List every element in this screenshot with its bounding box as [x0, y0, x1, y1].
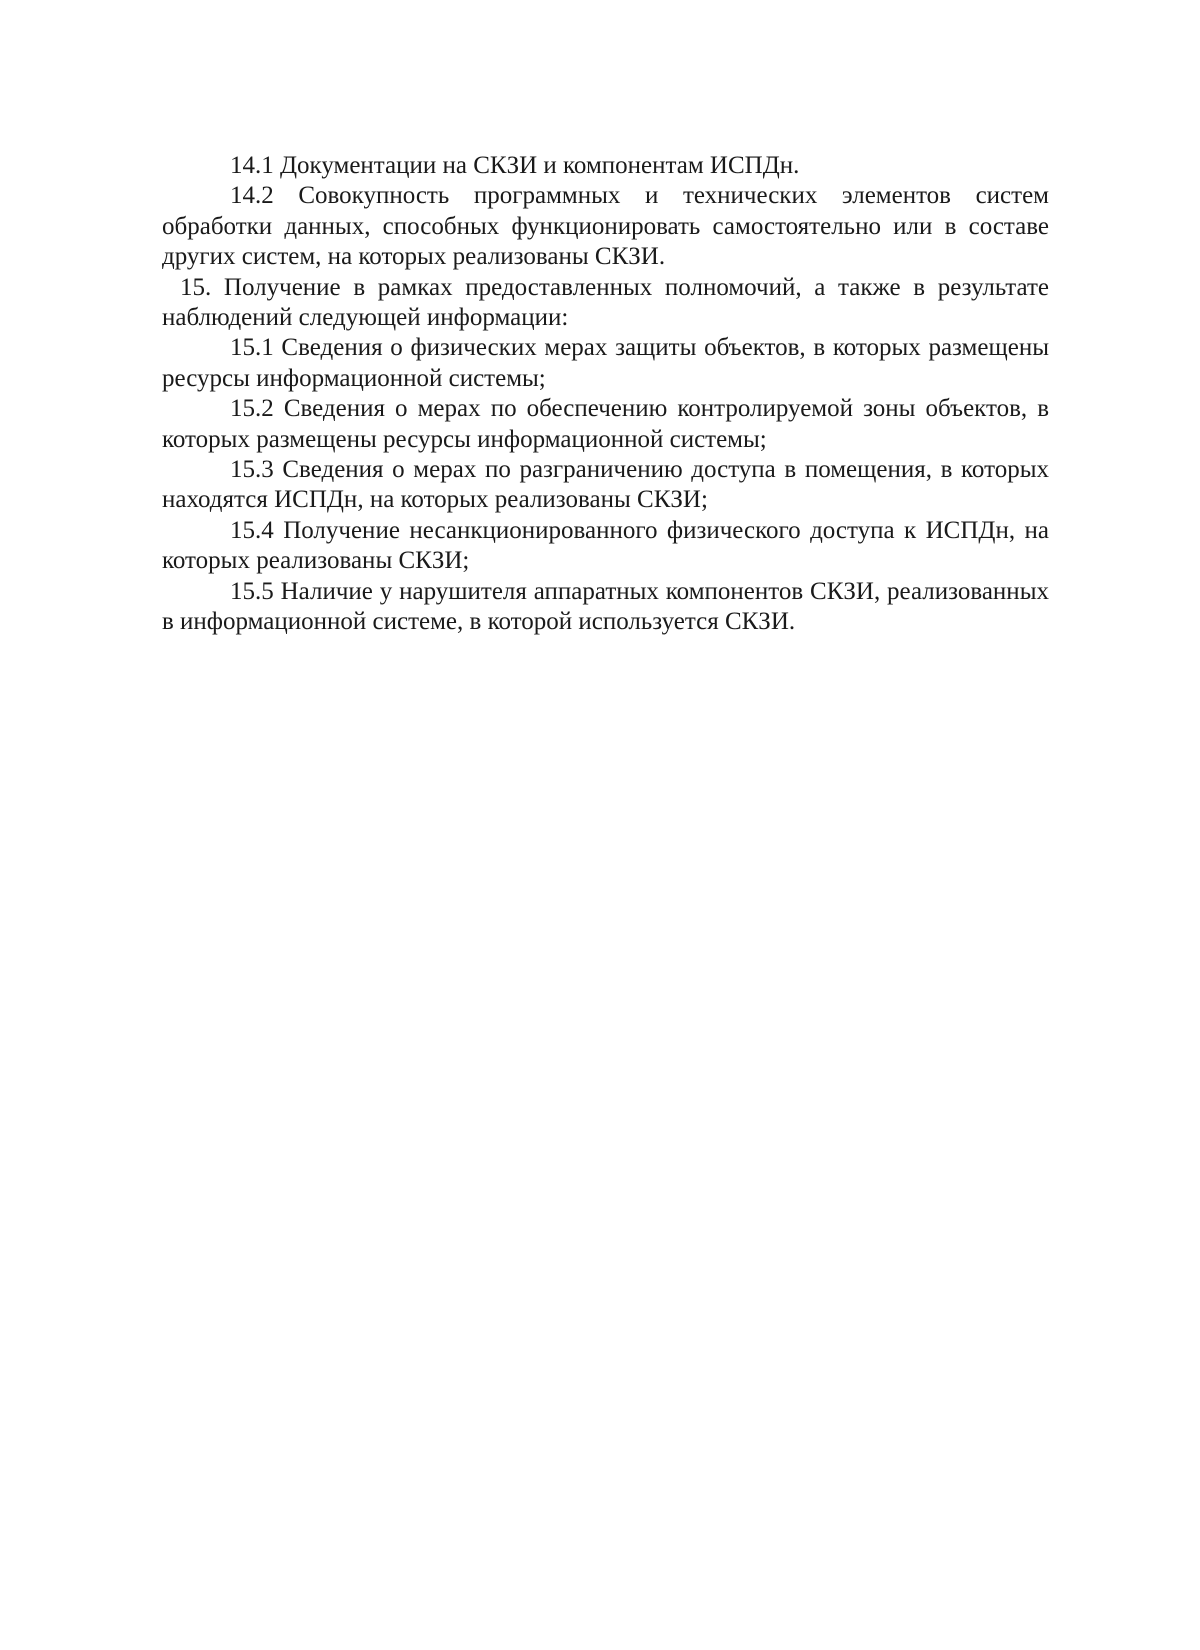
paragraph-14-1: 14.1 Документации на СКЗИ и компонентам ИСПДн. — [230, 152, 800, 179]
paragraph-15-2: 15.2 Сведения о мерах по обеспечению контролируемой зоны объектов, в которых размещены ресурсы информационной системы; — [162, 395, 1049, 453]
paragraph-15-4: 15.4 Получение несанкционированного физического доступа к ИСПДн, на которых реализованы СКЗИ; — [162, 516, 1049, 575]
document-body — [162, 151, 1049, 638]
paragraph-15-5: 15.5 Наличие у нарушителя аппаратных компонентов СКЗИ, реализованных в информационной системе, в которой используется СКЗИ. — [162, 577, 1049, 636]
paragraph-15: 15. Получение в рамках предоставленных полномочий, а также в результате наблюдений следующей информации: — [162, 273, 1049, 332]
paragraph-15-1: 15.1 Сведения о физических мерах защиты объектов, в которых размещены ресурсы информационной системы; — [162, 334, 1049, 392]
paragraph-15-3: 15.3 Сведения о мерах по разграничению доступа в помещения, в которых находятся ИСПДн, на которых реализованы СКЗИ; — [162, 456, 1049, 514]
paragraph-14-2: 14.2 Совокупность программных и технических элементов систем обработки данных, способных функционировать самостоятельно или в составе других систем, на которых реализованы СКЗИ. — [162, 182, 1049, 271]
